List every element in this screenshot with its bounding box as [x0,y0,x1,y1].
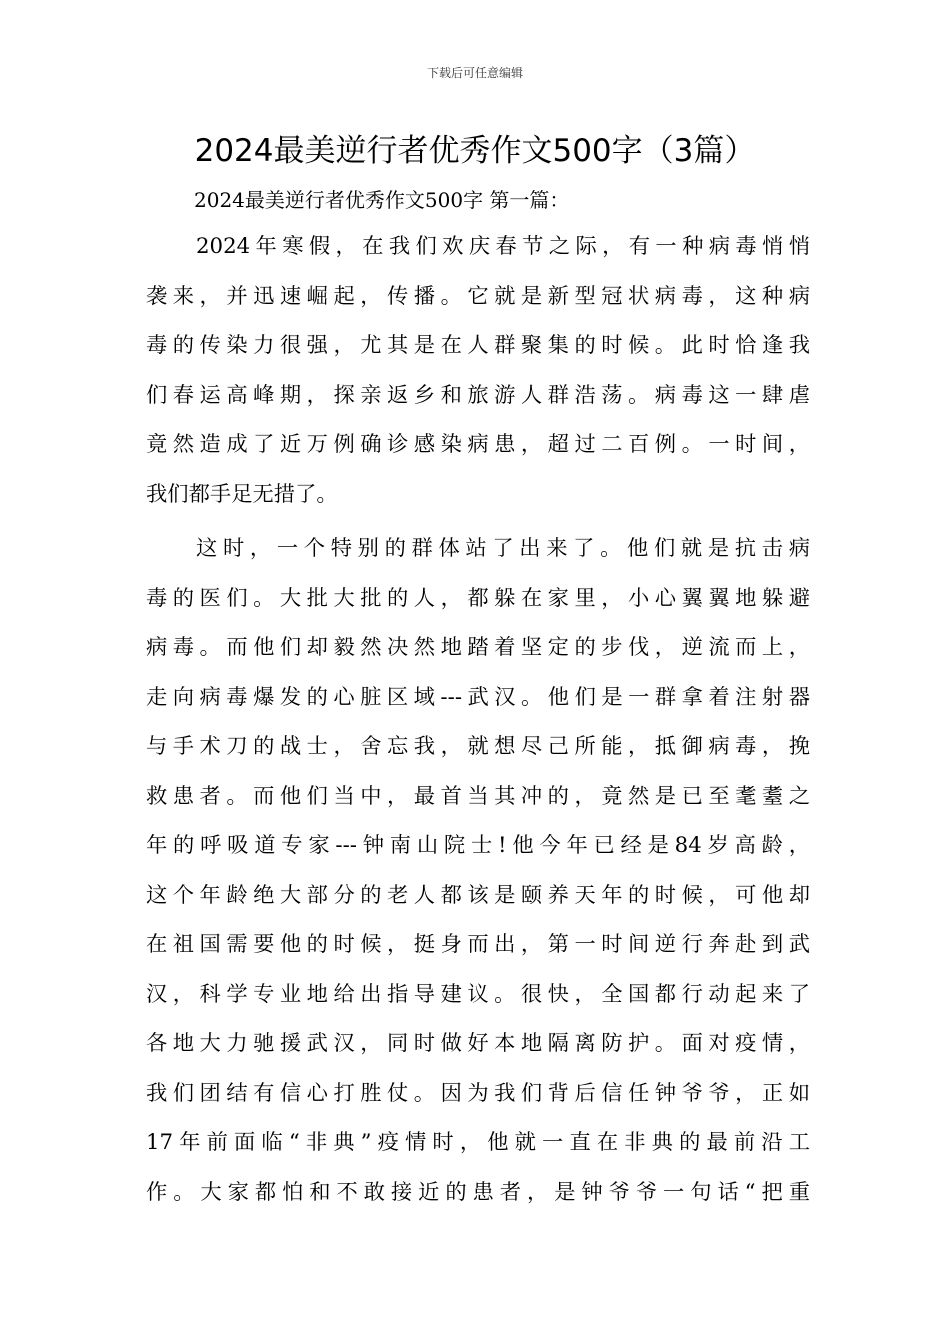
text-line: 救患者。而他们当中，最首当其冲的，竟然是已至耄耋之 [146,783,810,809]
header-note: 下载后可任意编辑 [426,66,523,80]
text-line: 我们团结有信心打胜仗。因为我们背后信任钟爷爷，正如 [146,1080,810,1106]
text-line: 毒的传染力很强，尤其是在人群聚集的时候。此时恰逢我 [146,333,810,358]
text-line: 病毒。而他们却毅然决然地踏着坚定的步伐，逆流而上， [146,635,810,660]
text-line: 袭来，并迅速崛起，传播。它就是新型冠状病毒，这种病 [146,283,810,309]
section-heading: 2024最美逆行者优秀作文500字 第一篇： [194,188,570,212]
text-line: 汉，科学专业地给出指导建议。很快，全国都行动起来了 [146,981,810,1007]
text-line: 这时，一个特别的群体站了出来了。他们就是抗击病 [196,536,810,561]
document-title: 2024最美逆行者优秀作文500字（3篇） [194,133,756,169]
text-line: 各地大力驰援武汉，同时做好本地隔离防护。面对疫情， [146,1031,810,1056]
text-line: 这个年龄绝大部分的老人都该是颐养天年的时候，可他却 [146,882,810,908]
paragraph-1 [146,222,810,519]
text-line: 年的呼吸道专家---钟南山院士!他今年已经是84岁高龄， [146,833,810,858]
text-line: 竟然造成了近万例确诊感染病患，超过二百例。一时间， [146,432,810,457]
text-line: 们春运高峰期，探亲返乡和旅游人群浩荡。病毒这一肆虐 [146,382,810,408]
text-line: 与手术刀的战士，舍忘我，就想尽己所能，抵御病毒，挽 [146,734,810,759]
text-line: 在祖国需要他的时候，挺身而出，第一时间逆行奔赴到武 [146,932,810,957]
text-line: 作。大家都怕和不敢接近的患者，是钟爷爷一句话“把重 [146,1179,810,1205]
text-line: 毒的医们。大批大批的人，都躲在家里，小心翼翼地躲避 [146,585,810,611]
text-line: 17年前面临“非典”疫情时，他就一直在非典的最前沿工 [146,1130,810,1155]
text-line: 2024年寒假，在我们欢庆春节之际，有一种病毒悄悄 [196,234,810,259]
text-line: 走向病毒爆发的心脏区域---武汉。他们是一群拿着注射器 [146,684,810,710]
text-line: 我们都手足无措了。 [146,481,338,507]
paragraph-2 [146,524,810,1217]
